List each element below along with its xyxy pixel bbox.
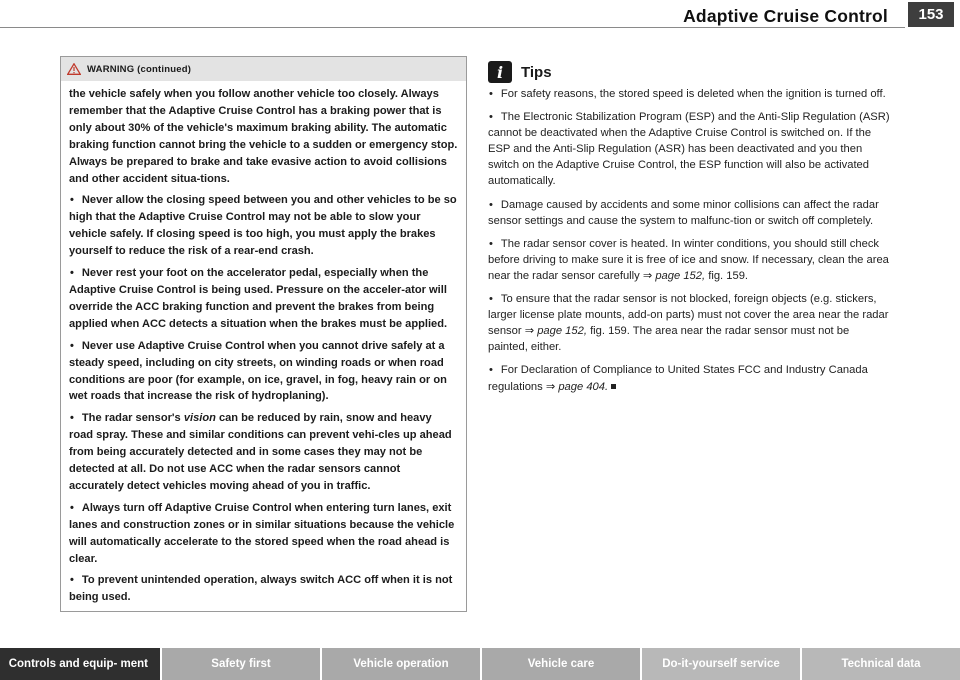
warning-box <box>60 56 467 612</box>
warning-triangle-icon <box>67 63 81 75</box>
warning-bullet: • To prevent unintended operation, always switch ACC off when it is not being used. <box>69 572 458 606</box>
warning-bullet-sensor: • The radar sensor's vision can be reduced by rain, snow and heavy road spray. These and similar conditions can prevent vehi-cles up ahead from being accurately detected and in some cases they may not be detected at all. Do not use ACC when the radar sensors cannot accurately detect vehicles moving ahead of you in traffic. <box>69 410 458 495</box>
footer-nav <box>0 648 960 680</box>
page-title: Adaptive Cruise Control <box>683 6 888 26</box>
page-reference-link[interactable]: page 152, <box>655 269 706 282</box>
tab-technical-data[interactable]: Technical data <box>802 648 960 680</box>
arrow-icon: ⇒ <box>642 269 653 282</box>
tab-do-it-yourself-service[interactable]: Do-it-yourself service <box>642 648 802 680</box>
tab-safety-first[interactable]: Safety first <box>162 648 322 680</box>
warning-bullet: • Always turn off Adaptive Cruise Control when entering turn lanes, exit lanes and construction zones or in similar situations because the vehicle will automatically accelerate to the stored speed when the road ahead is clear. <box>69 500 458 568</box>
info-icon: i <box>488 61 512 83</box>
tip-item: • Damage caused by accidents and some minor collisions can affect the radar sensor settings and cause the system to malfunc-tion or switch off completely. <box>488 197 892 229</box>
tip-item: • For safety reasons, the stored speed is deleted when the ignition is turned off. <box>488 86 892 102</box>
tip-item-heated: • The radar sensor cover is heated. In winter conditions, you should still check before driving to make sure it is free of ice and snow. If necessary, clean the area near the radar sensor carefully ⇒ page 152, fig. 159. <box>488 236 892 284</box>
page-reference-link[interactable]: page 404. <box>558 380 609 393</box>
tips-section <box>488 60 892 402</box>
tip-item-blocked: • To ensure that the radar sensor is not blocked, foreign objects (e.g. stickers, larger license plate mounts, add-on parts) must not cover the area near the radar sensor ⇒ page 152, fig. 159. The area near the radar sensor must not be painted, either. <box>488 291 892 355</box>
tab-controls-and-equipment[interactable]: Controls and equip- ment <box>0 648 162 680</box>
tips-heading: Tips <box>521 63 552 81</box>
warning-body <box>61 81 466 606</box>
tip-item-fcc: • For Declaration of Compliance to United States FCC and Industry Canada regulations ⇒ page 404. <box>488 362 892 394</box>
warning-bullet: • Never allow the closing speed between you and other vehicles to be so high that the Adaptive Cruise Control may not be able to slow your vehicle safely. If closing speed is too high, you must apply the brakes yourself to reduce the risk of a rear-end crash. <box>69 192 458 260</box>
end-mark-icon <box>611 384 616 389</box>
arrow-icon: ⇒ <box>545 380 556 393</box>
warning-header <box>61 56 466 81</box>
tab-vehicle-operation[interactable]: Vehicle operation <box>322 648 482 680</box>
page-number: 153 <box>908 2 954 27</box>
page-reference-link[interactable]: page 152, <box>537 325 587 338</box>
emphasis-vision: vision <box>183 412 216 425</box>
tips-header <box>488 60 892 84</box>
arrow-icon: ⇒ <box>524 325 535 338</box>
header-rule <box>0 27 905 28</box>
warning-heading: WARNING (continued) <box>87 63 192 75</box>
tip-item: • The Electronic Stabilization Program (ESP) and the Anti-Slip Regulation (ASR) cannot be deactivated when the Adaptive Cruise Control is switched on. If the ESP and the Anti-Slip Regulation (ASR) has been deactivated and you then switch on the Adaptive Cruise Control, the ESP function will also be activated automatically. <box>488 109 892 189</box>
warning-bullet: • Never rest your foot on the accelerator pedal, especially when the Adaptive Cruise Control is being used. Pressure on the acceler-ator will override the ACC braking function and prevent the brakes from being applied when ACC detects a situation when the brakes must be applied. <box>69 265 458 333</box>
warning-paragraph: the vehicle safely when you follow another vehicle too closely. Always remember that the Adaptive Cruise Control has a braking power that is only about 30% of the vehicle's maximum braking ability. The automatic braking function cannot bring the vehicle to a sudden or emergency stop. Always be prepared to brake and take evasive action to avoid collisions and other accident situa-tions. <box>69 88 458 185</box>
warning-bullet: • Never use Adaptive Cruise Control when you cannot drive safely at a steady speed, including on city streets, on winding roads or when road conditions are poor (for example, on ice, gravel, in fog, heavy rain or on wet roads that increase the risk of hydroplaning). <box>69 338 458 406</box>
tips-body <box>488 86 892 395</box>
tab-vehicle-care[interactable]: Vehicle care <box>482 648 642 680</box>
